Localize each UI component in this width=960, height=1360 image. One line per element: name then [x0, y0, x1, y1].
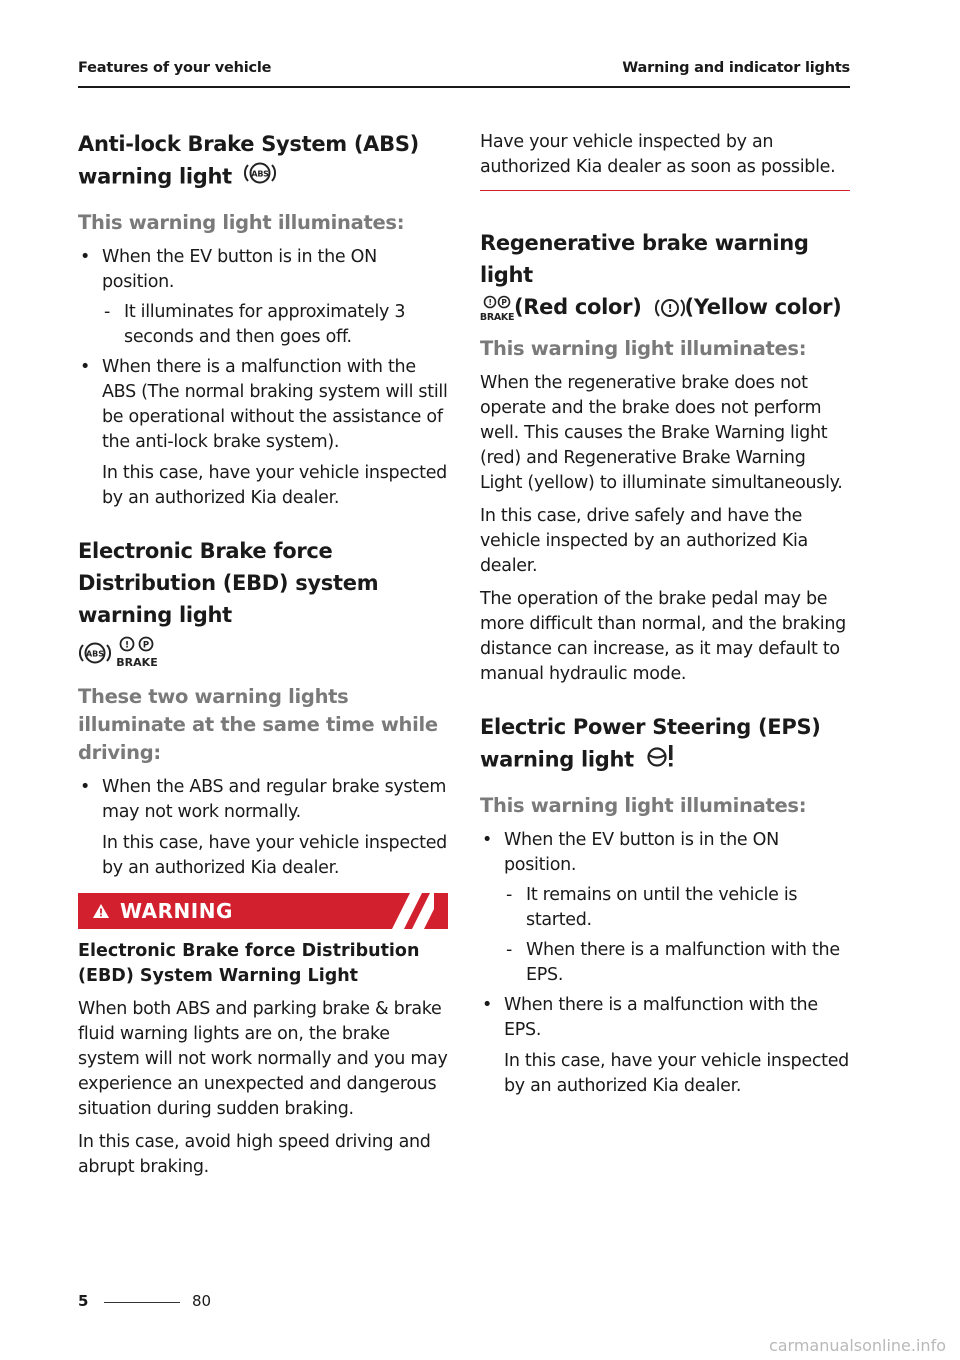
- header-section-title: Features of your vehicle: [78, 60, 272, 76]
- eps-bullet-list: [480, 828, 850, 1099]
- regen-subhead: This warning light illuminates:: [480, 337, 807, 360]
- abs-title-text: Anti-lock Brake System (ABS) warning light: [78, 132, 419, 189]
- svg-text:!: !: [667, 302, 672, 315]
- regen-title-text: Regenerative brake warning light: [480, 231, 809, 287]
- watermark: carmanualsonline.info: [768, 1336, 946, 1355]
- list-item: • When there is a malfunction with the ABS (The normal braking system will still be operational without the assistance of the anti-lock brake system). In this case, have your vehicle inspected by an authorized Kia dealer.: [78, 355, 448, 511]
- svg-text:ABS: ABS: [85, 649, 105, 659]
- abs-warning-icon: [243, 160, 277, 195]
- eps-dash-list: [504, 883, 850, 988]
- header-rule: [78, 86, 850, 88]
- warning-paragraph-2: In this case, avoid high speed driving and abrupt braking.: [78, 1132, 431, 1177]
- ebd-icon-row: [78, 635, 448, 669]
- section-divider: [480, 190, 850, 191]
- yellow-color-label: (Yellow color): [684, 295, 842, 319]
- ebd-section-title: Electronic Brake force Distribution (EBD) system warning light: [78, 539, 379, 627]
- svg-text:P: P: [142, 640, 150, 651]
- ebd-note: In this case, have your vehicle inspected by an authorized Kia dealer.: [102, 833, 447, 878]
- list-item: • When the ABS and regular brake system may not work normally. In this case, have your vehicle inspected by an authorized Kia dealer.: [78, 775, 448, 881]
- abs-subhead: This warning light illuminates:: [78, 211, 405, 234]
- abs-note: In this case, have your vehicle inspected by an authorized Kia dealer.: [102, 463, 447, 508]
- regen-paragraph-2: In this case, drive safely and have the vehicle inspected by an authorized Kia dealer.: [480, 506, 808, 576]
- warning-label: WARNING: [120, 899, 233, 923]
- svg-text:!: !: [488, 298, 492, 307]
- brake-warning-icon: [480, 294, 514, 322]
- footer-rule: [104, 1302, 180, 1303]
- warning-stripes-icon: [374, 893, 434, 929]
- svg-text:!: !: [124, 640, 130, 651]
- list-item: - It illuminates for approximately 3 seconds and then goes off.: [102, 300, 448, 350]
- abs-section-title: [78, 128, 448, 195]
- list-item: • When there is a malfunction with the EPS. In this case, have your vehicle inspected by an authorized Kia dealer.: [480, 993, 850, 1099]
- ebd-subhead: These two warning lights illuminate at the same time while driving:: [78, 685, 438, 764]
- eps-section-title: [480, 711, 850, 778]
- inspection-paragraph: Have your vehicle inspected by an authorized Kia dealer as soon as possible.: [480, 132, 836, 177]
- page-number: 80: [192, 1292, 212, 1310]
- svg-text:BRAKE: BRAKE: [116, 656, 158, 669]
- eps-title-text: Electric Power Steering (EPS) warning light: [480, 715, 821, 772]
- left-column: [78, 128, 448, 1188]
- abs-bullet-list: [78, 245, 448, 511]
- ebd-bullet-list: [78, 775, 448, 881]
- regen-section-title: [480, 227, 850, 323]
- regen-brake-warning-icon: [655, 295, 685, 321]
- brake-parking-warning-icon: [114, 635, 160, 669]
- regen-paragraph-3: The operation of the brake pedal may be more difficult than normal, and the braking distance can increase, as it may default to manual hydraulic mode.: [480, 589, 846, 684]
- list-item: - When there is a malfunction with the EPS.: [504, 938, 850, 988]
- eps-warning-icon: [645, 743, 677, 778]
- svg-text:BRAKE: BRAKE: [480, 312, 514, 322]
- abs-warning-icon: [78, 638, 112, 666]
- section-number: 5: [78, 1292, 89, 1310]
- regen-paragraph-1: When the regenerative brake does not operate and the brake does not perform well. This causes the Brake Warning light (red) and Regenerative Brake Warning Light (yellow) to illuminate simultaneously.: [480, 373, 843, 493]
- list-item: • When the EV button is in the ON position. - It remains on until the vehicle is started. - When there is a malfunction with the EPS.: [480, 828, 850, 988]
- list-item: - It remains on until the vehicle is started.: [504, 883, 850, 933]
- svg-text:ABS: ABS: [251, 169, 269, 179]
- warning-triangle-icon: [92, 903, 110, 919]
- abs-dash-list: [102, 300, 448, 350]
- right-column: [480, 130, 850, 1107]
- warning-banner: [78, 893, 448, 929]
- eps-subhead: This warning light illuminates:: [480, 794, 807, 817]
- warning-title: Electronic Brake force Distribution (EBD) System Warning Light: [78, 941, 420, 986]
- warning-paragraph: When both ABS and parking brake & brake fluid warning lights are on, the brake system will not work normally and you may experience an unexpected and dangerous situation during sudden braking.: [78, 999, 448, 1119]
- eps-note: In this case, have your vehicle inspected by an authorized Kia dealer.: [504, 1051, 849, 1096]
- list-item: • When the EV button is in the ON position. - It illuminates for approximately 3 seconds and then goes off.: [78, 245, 448, 350]
- header-topic-title: Warning and indicator lights: [622, 60, 850, 76]
- svg-text:P: P: [501, 298, 507, 307]
- red-color-label: (Red color): [514, 295, 642, 319]
